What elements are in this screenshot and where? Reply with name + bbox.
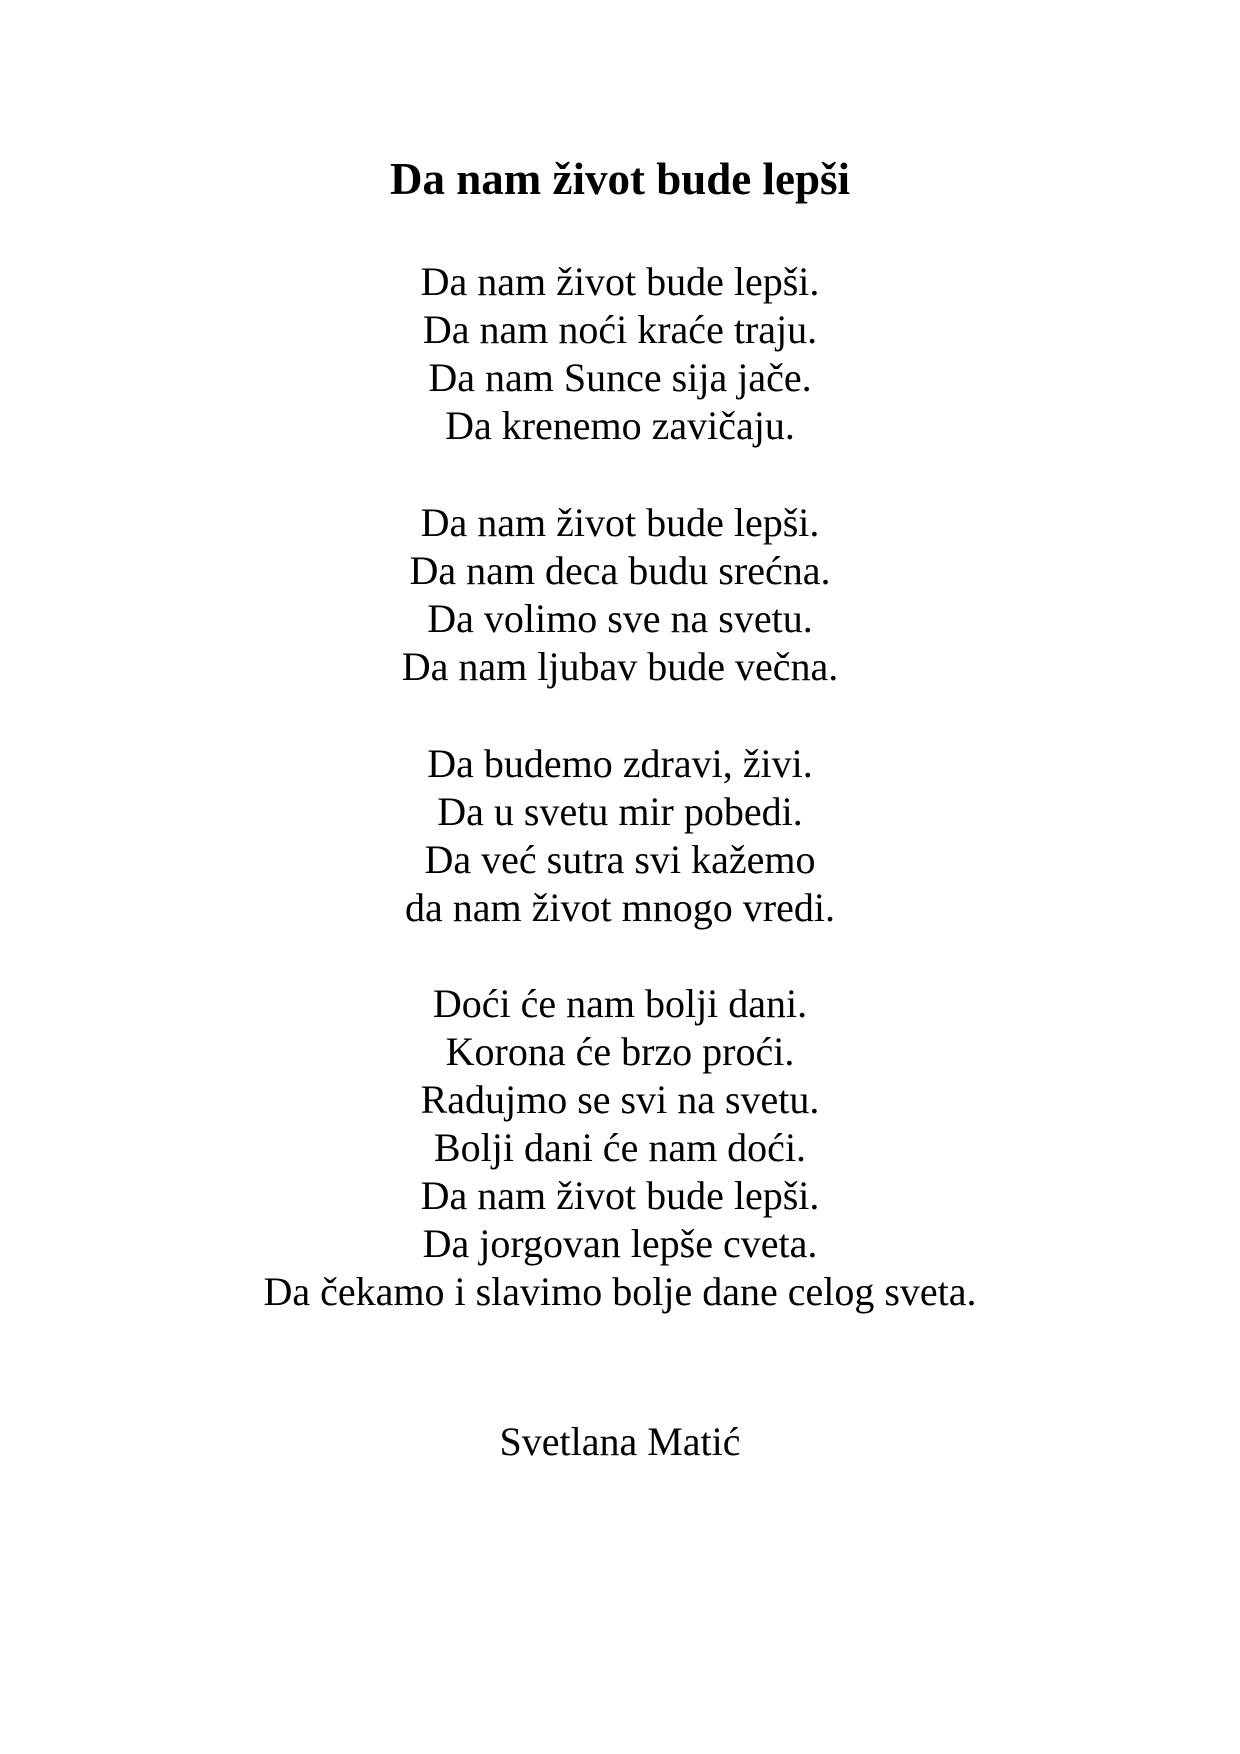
stanza-2 bbox=[0, 499, 1240, 691]
poem-line: Da čekamo i slavimo bolje dane celog sveta. bbox=[263, 1269, 977, 1314]
poem-line: Radujmo se svi na svetu. bbox=[420, 1077, 820, 1122]
poem-line: Da nam noći kraće traju. bbox=[422, 307, 818, 352]
poem-line: Da nam život bude lepši. bbox=[420, 500, 820, 545]
poem-line: Korona će brzo proći. bbox=[445, 1029, 795, 1074]
poem-line: Da budemo zdravi, živi. bbox=[427, 741, 813, 786]
poem-author: Svetlana Matić bbox=[499, 1419, 741, 1464]
poem-line: Da nam život bude lepši. bbox=[420, 1173, 820, 1218]
poem-line: Da u svetu mir pobedi. bbox=[437, 789, 803, 834]
poem-line: Da krenemo zavičaju. bbox=[445, 403, 795, 448]
poem-line: Da nam Sunce sija jače. bbox=[428, 355, 812, 400]
poem-line: Da nam život bude lepši. bbox=[420, 259, 820, 304]
poem-line: Da volimo sve na svetu. bbox=[427, 596, 813, 641]
stanza-4 bbox=[0, 980, 1240, 1316]
poem-line: da nam život mnogo vredi. bbox=[405, 885, 835, 930]
poem-title: Da nam život bude lepši bbox=[389, 154, 851, 204]
poem-line: Da jorgovan lepše cveta. bbox=[422, 1221, 818, 1266]
poem-line: Da nam ljubav bude večna. bbox=[401, 644, 839, 689]
stanza-3 bbox=[0, 740, 1240, 932]
poem-line: Da nam deca budu srećna. bbox=[409, 548, 831, 593]
poem-line: Da već sutra svi kažemo bbox=[424, 837, 816, 882]
poem-line: Doći će nam bolji dani. bbox=[432, 981, 808, 1026]
stanza-1 bbox=[0, 258, 1240, 450]
poem-line: Bolji dani će nam doći. bbox=[433, 1125, 807, 1170]
